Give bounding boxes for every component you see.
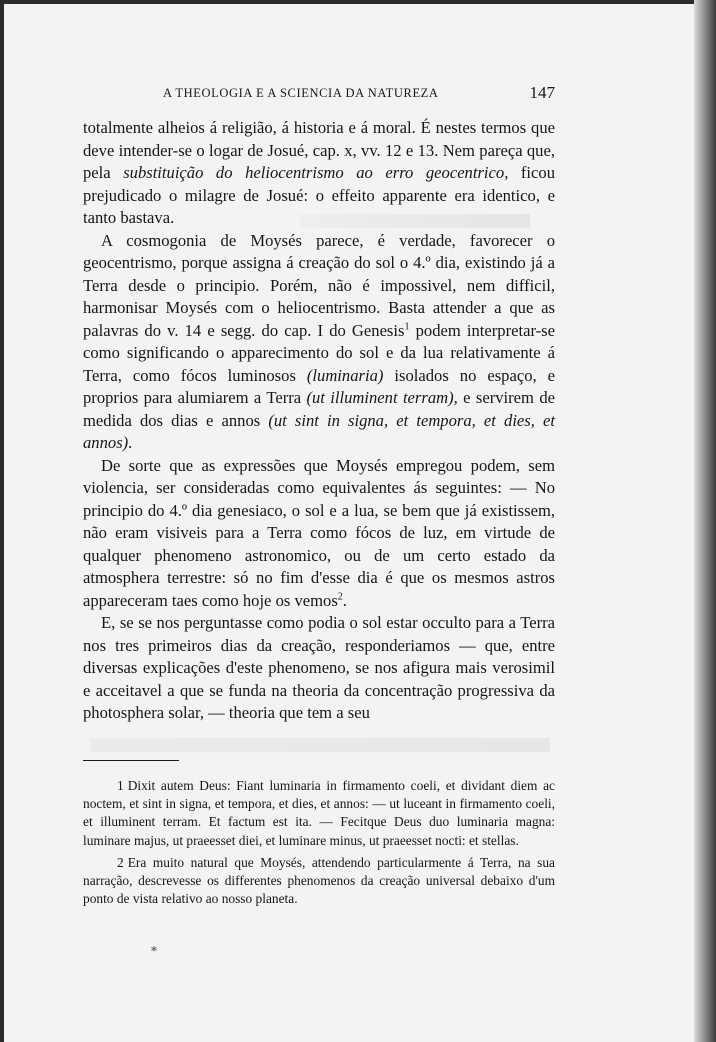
- italic-run: (ut sint in signa, et tempora, et dies, et annos): [83, 410, 555, 452]
- scan-edge-right: [694, 0, 716, 1042]
- ornament-asterisk: *: [151, 944, 157, 958]
- text-run: .: [342, 590, 347, 610]
- text-run: e servirem de medida dos dias e annos: [83, 388, 555, 430]
- scan-edge-left: [0, 0, 4, 1042]
- paragraph-4: [83, 612, 555, 725]
- footnote-1: [83, 777, 555, 850]
- paragraph-3: [83, 455, 555, 613]
- footnote-separator: [83, 760, 179, 761]
- footnote-text: Dixit autem Deus: Fiant luminaria in firmamento coeli, et dividant diem ac noctem, et sint in signa, et tempora, et dies, et annos: — ut luceant in firmamento coeli, et illuminent terram. Et factum est ita. — Fecitque Deus duo luminaria magna: luminare majus, ut praeesset diei, et luminare minus, ut praeesset nocti: et stellas.: [83, 778, 555, 848]
- text-run: De sorte que as expressões que Moysés empregou podem, sem violencia, ser consideradas como equivalentes ás seguintes: — No principio do 4.º dia genesiaco, o sol e a lua, se bem que já existissem, não eram visiveis para a Terra como fócos de luz, em virtude de qualquer phenomeno astronomico, ou de um certo estado da atmosphera terrestre: só no fim d'esse dia é que os mesmos astros appareceram taes como hoje os vemos: [83, 455, 555, 610]
- running-title: A THEOLOGIA E A SCIENCIA DA NATUREZA: [163, 86, 439, 100]
- paragraph-2: [83, 230, 555, 455]
- text-run: isolados no espaço, e proprios para alumiarem a Terra: [83, 365, 555, 407]
- text-run: totalmente alheios á religião, á historia e á moral. É nestes termos que deve intender-se o logar de Josué, cap. x, vv. 12 e 13. Nem pareça que, pela: [83, 118, 555, 182]
- italic-run: (luminaria): [306, 365, 384, 385]
- running-head: [83, 84, 555, 106]
- page-number: 147: [529, 83, 555, 102]
- footnote-number: 2: [117, 854, 124, 870]
- italic-run: (ut illuminent terram),: [306, 388, 458, 407]
- text-run: E, se se nos perguntasse como podia o sol estar occulto para a Terra nos tres primeiros dias da creação, responderiamos — que, entre diversas explicações d'este phenomeno, se nos afigura mais verosimil e acceitavel a que se funda na theoria da concentração progressiva da photosphera solar, — theoria que tem a seu: [83, 613, 555, 722]
- paragraph-1: [83, 117, 555, 230]
- footnote-text: Era muito natural que Moysés, attendendo particularmente á Terra, na sua narração, descrevesse os differentes phenomenos da creação universal debaixo d'um ponto de vista relativo ao nosso planeta.: [83, 854, 555, 907]
- footnote-number: 1: [117, 778, 124, 793]
- italic-run: substituição do heliocentrismo ao erro geocentrico,: [123, 163, 509, 182]
- footnote-2: [83, 854, 555, 909]
- footnote-reference-1[interactable]: 1: [404, 320, 410, 332]
- text-run: A cosmogonia de Moysés parece, é verdade, favorecer o geocentrismo, porque assigna á creação do sol o 4.º dia, existindo já a Terra desde o principio. Porém, não é impossivel, nem difficil, harmonisar Moysés com o heliocentrismo. Basta attender a que as palavras do v. 14 e segg. do cap. I do Genesis: [83, 230, 555, 340]
- scan-edge-top: [0, 0, 716, 4]
- footnote-reference-2[interactable]: 2: [337, 590, 343, 602]
- text-run: ficou prejudicado o milagre de Josué: o effeito apparente era identico, e tanto bastava.: [83, 163, 555, 227]
- footnotes: [83, 777, 555, 912]
- text-run: .: [128, 433, 133, 452]
- bleed-through: [90, 738, 550, 752]
- text-run: podem interpretar-se como significando o apparecimento do sol e da lua relativamente á Terra, como fócos luminosos: [83, 320, 555, 385]
- main-text: [83, 117, 555, 725]
